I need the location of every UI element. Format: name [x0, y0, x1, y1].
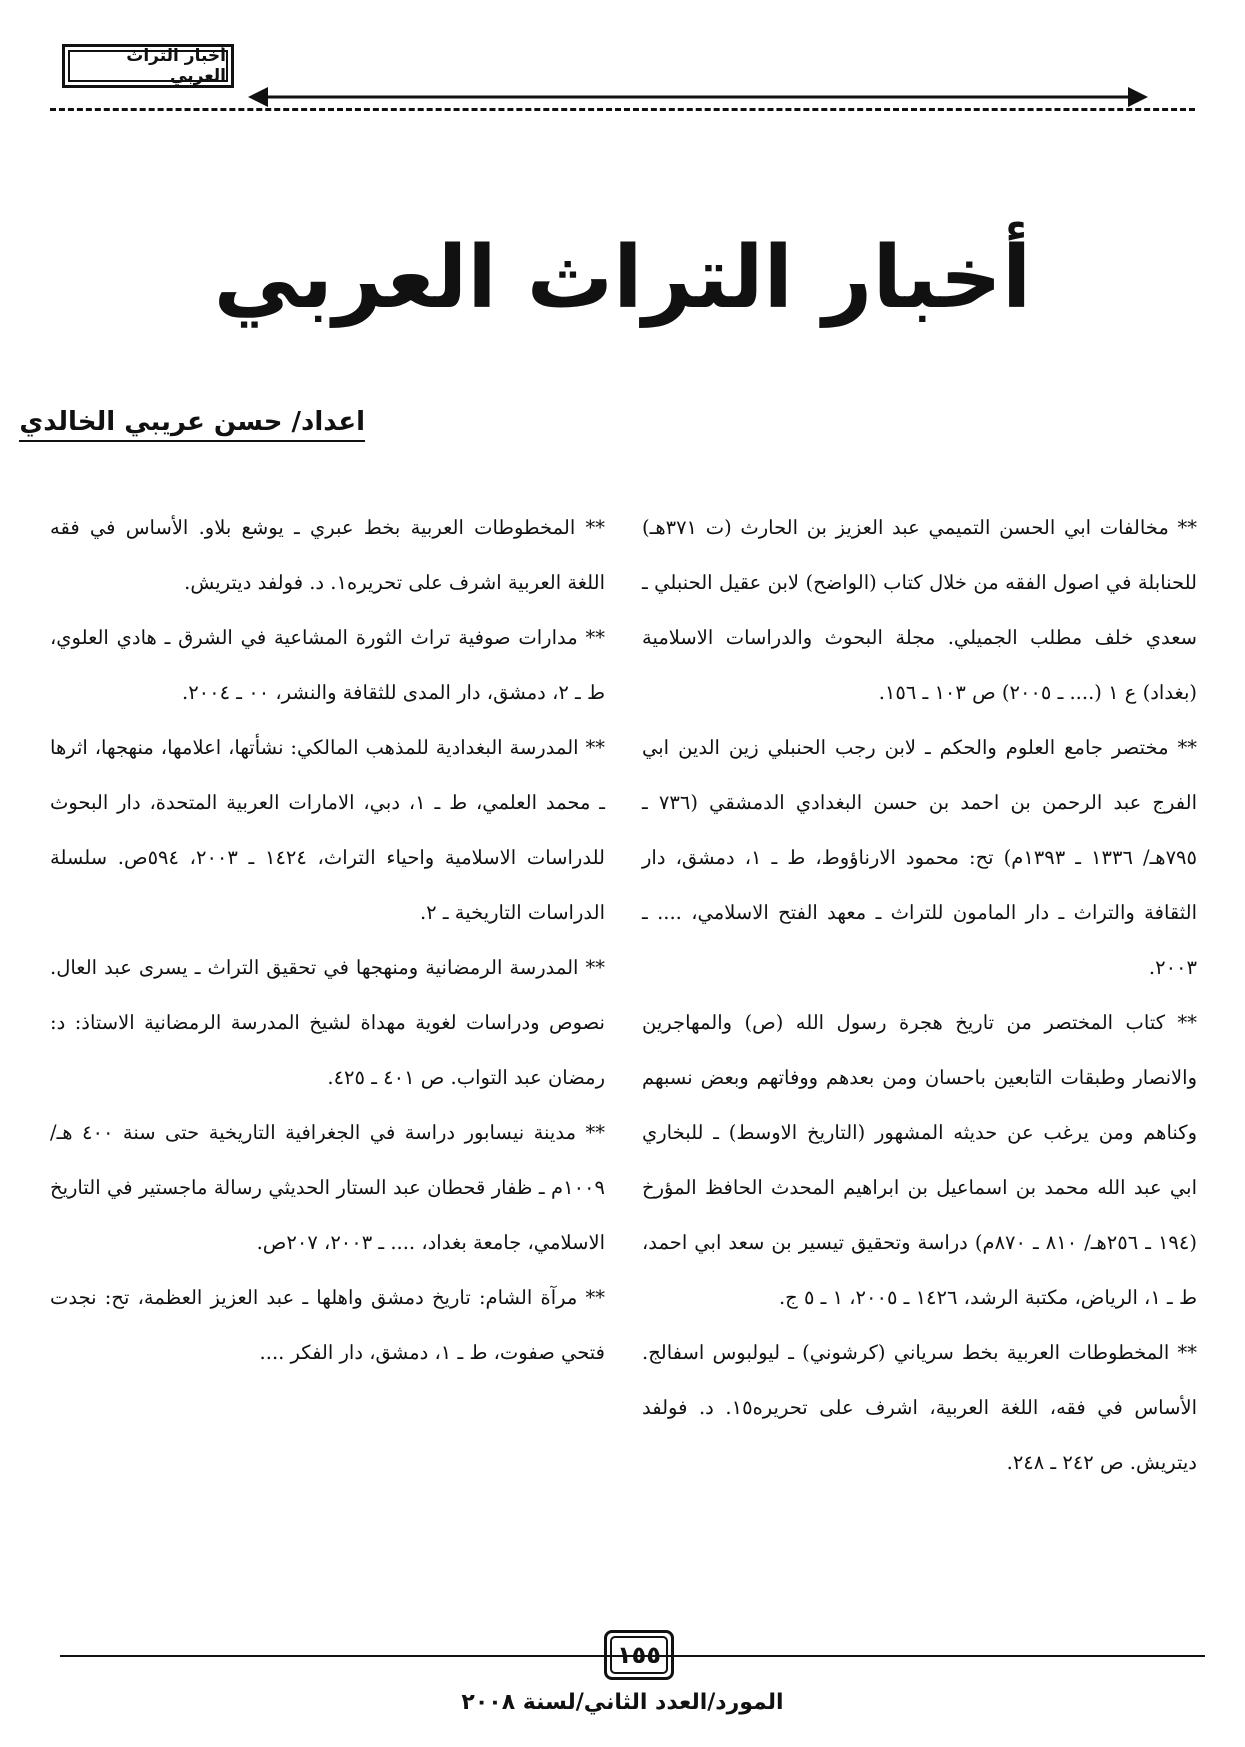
header-divider	[50, 108, 1195, 111]
page-title: أخبار التراث العربي	[213, 228, 1032, 328]
bibliography-entry: ** مخالفات ابي الحسن التميمي عبد العزيز بن الحارث (ت ٣٧١هـ) للحنابلة في اصول الفقه من خلال كتاب (الواضح) لابن عقيل الحنبلي ـ سعدي خلف مطلب الجميلي. مجلة البحوث والدراسات الاسلامية (بغداد) ع ١ (.... ـ ٢٠٠٥) ص ١٠٣ ـ ١٥٦.	[642, 516, 1197, 704]
author-line: اعداد/ حسن عريبي الخالدي	[19, 407, 365, 442]
bibliography-entry: ** مدينة نيسابور دراسة في الجغرافية التاريخية حتى سنة ٤٠٠ هـ/ ١٠٠٩م ـ ظفار قحطان عبد الستار الحديثي رسالة ماجستير في التاريخ الاسلامي، جامعة بغداد، .... ـ ٢٠٠٣، ٢٠٧ص.	[50, 1121, 606, 1254]
journal-citation: المورد/العدد الثاني/لسنة ٢٠٠٨	[461, 1690, 784, 1715]
bibliography-entry: ** مختصر جامع العلوم والحكم ـ لابن رجب الحنبلي زين الدين ابي الفرج عبد الرحمن بن احمد بن حسن البغدادي الدمشقي (٧٣٦ ـ ٧٩٥هـ/ ١٣٣٦ ـ ١٣٩٣م) تح: محمود الارناؤوط، ط ـ ١، دمشق، دار الثقافة والتراث ـ دار المامون للتراث ـ معهد الفتح الاسلامي، .... ـ ٢٠٠٣.	[642, 736, 1197, 979]
left-column	[50, 500, 605, 1380]
bibliography-entry: ** مرآة الشام: تاريخ دمشق واهلها ـ عبد العزيز العظمة، تح: نجدت فتحي صفوت، ط ـ ١، دمشق، دار الفكر ....	[50, 1286, 605, 1364]
bibliography-entry: ** المدرسة البغدادية للمذهب المالكي: نشأتها، اعلامها، منهجها، اثرها ـ محمد العلمي، ط ـ ١، دبي، الامارات العربية المتحدة، دار البحوث للدراسات الاسلامية واحياء التراث، ١٤٢٤ ـ ٢٠٠٣، ٥٩٤ص. سلسلة الدراسات التاريخية ـ ٢.	[50, 736, 605, 924]
header-label: أخبار التراث العربي	[68, 50, 228, 82]
page-number-box	[604, 1630, 674, 1680]
bibliography-entry: ** كتاب المختصر من تاريخ هجرة رسول الله (ص) والمهاجرين والانصار وطبقات التابعين باحسان ومن بعدهم ووفاتهم وبعض نسبهم وكناهم ومن يرغب عن حديثه المشهور (التاريخ الاوسط) ـ للبخاري ابي عبد الله محمد بن اسماعيل بن ابراهيم المحدث الحافظ المؤرخ (١٩٤ ـ ٢٥٦هـ/ ٨١٠ ـ ٨٧٠م) دراسة وتحقيق تيسير بن سعد ابي احمد، ط ـ ١، الرياض، مكتبة الرشد، ١٤٢٦ ـ ٢٠٠٥، ١ ـ ٥ ج.	[642, 1011, 1197, 1309]
bibliography-entry: ** المخطوطات العربية بخط عبري ـ يوشع بلاو. الأساس في فقه اللغة العربية اشرف على تحريره١. د. فولفد ديتريش.	[50, 516, 605, 594]
bibliography-entry: ** المخطوطات العربية بخط سرياني (كرشوني) ـ ليولبوس اسفالج. الأساس في فقه، اللغة العربية، اشرف على تحريره١٥. د. فولفد ديتريش. ص ٢٤٢ ـ ٢٤٨.	[642, 1341, 1197, 1474]
double-arrow-icon	[248, 84, 1148, 110]
header-label-box	[62, 44, 234, 88]
right-column	[642, 500, 1197, 1490]
bibliography-entry: ** المدرسة الرمضانية ومنهجها في تحقيق التراث ـ يسرى عبد العال. نصوص ودراسات لغوية مهداة لشيخ المدرسة الرمضانية الاستاذ: د: رمضان عبد التواب. ص ٤٠١ ـ ٤٢٥.	[50, 956, 605, 1089]
bibliography-entry: ** مدارات صوفية تراث الثورة المشاعية في الشرق ـ هادي العلوي، ط ـ ٢، دمشق، دار المدى للثقافة والنشر، ٠٠ ـ ٢٠٠٤.	[50, 626, 605, 704]
page-number: ١٥٥	[610, 1636, 668, 1674]
footer	[0, 1630, 1245, 1740]
